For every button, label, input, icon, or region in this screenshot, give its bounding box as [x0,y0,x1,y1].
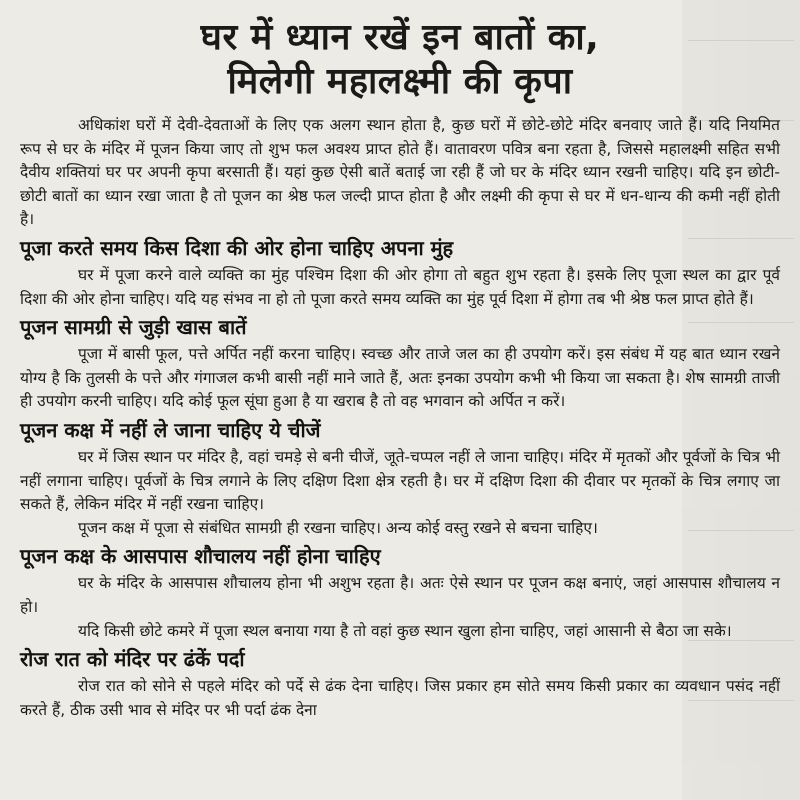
section-heading-curtain: रोज रात को मंदिर पर ढंकें पर्दा [20,647,245,672]
section-paragraph: पूजन कक्ष में पूजा से संबंधित सामग्री ही रखना चाहिए। अन्य कोई वस्तु रखने से बचना चाहिए। [78,518,598,537]
section-heading-prohibited-items: पूजन कक्ष में नहीं ले जाना चाहिए ये चीजें [20,417,321,442]
section-heading-direction: पूजा करते समय किस दिशा की ओर होना चाहिए अपना मुंह [20,235,454,260]
section-heading-material: पूजन सामग्री से जुड़ी खास बातें [20,315,247,340]
headline [20,16,780,104]
intro-paragraph: अधिकांश घरों में देवी-देवताओं के लिए एक अलग स्थान होता है, कुछ घरों में छोटे-छोटे मंदिर बनवाए जाते हैं। यदि नियमित रूप से घर के मंदिर में पूजन किया जाए तो शुभ फल अवश्य प्राप्त होते हैं। वातावरण पवित्र बना रहता है, जिससे महालक्ष्मी सहित सभी दैवीय शक्तियां घर पर अपनी कृपा बरसाती हैं। यहां कुछ ऐसी बातें बताई जा रही हैं जो घर के मंदिर ध्यान रखनी चाहिए। यदि इन छोटी-छोटी बातों का ध्यान रखा जाता है तो पूजन का श्रेष्ठ फल जल्दी प्राप्त होता है और लक्ष्मी की कृपा से घर में धन-धान्य की कमी नहीं होती है। [20,116,780,229]
article [20,8,780,722]
section-paragraph: घर में पूजा करने वाले व्यक्ति का मुंह पश्चिम दिशा की ओर होगा तो बहुत शुभ रहता है। इसके लिए पूजा स्थल का द्वार पूर्व दिशा की ओर होना चाहिए। यदि यह संभव ना हो तो पूजा करते समय व्यक्ति का मुंह पूर्व दिशा में होगा तब भी श्रेष्ठ फल प्राप्त होते हैं। [20,265,780,308]
headline-line-1: घर में ध्यान रखें इन बातों का, [200,17,600,58]
section-paragraph: घर के मंदिर के आसपास शौचालय होना भी अशुभ रहता है। अतः ऐसे स्थान पर पूजन कक्ष बनाएं, जहां आसपास शौचालय न हो। [20,574,780,616]
section-paragraph: पूजा में बासी फूल, पत्ते अर्पित नहीं करना चाहिए। स्वच्छ और ताजे जल का ही उपयोग करें। इस संबंध में यह बात ध्यान रखने योग्य है कि तुलसी के पत्ते और गंगाजल कभी बासी नहीं माने जाते हैं, अतः इनका उपयोग कभी भी किया जा सकता है। शेष सामग्री ताजी ही उपयोग करनी चाहिए। यदि कोई फूल सूंघा हुआ है या खराब है तो वह भगवान को अर्पित न करें। [20,345,780,411]
section-paragraph: घर में जिस स्थान पर मंदिर है, वहां चमड़े से बनी चीजें, जूते-चप्पल नहीं ले जाना चाहिए। मंदिर में मृतकों और पूर्वजों के चित्र भी नहीं लगाना चाहिए। पूर्वजों के चित्र लगाने के लिए दक्षिण दिशा क्षेत्र रहती है। घर में दक्षिण दिशा की दीवार पर मृतकों के चित्र लगाए जा सकते हैं, लेकिन मंदिर में नहीं रखना चाहिए। [20,447,780,514]
section-heading-toilet: पूजन कक्ष के आसपास शौचालय नहीं होना चाहिए [20,544,381,569]
headline-line-2: मिलेगी महालक्ष्मी की कृपा [227,61,573,102]
section-paragraph: रोज रात को सोने से पहले मंदिर को पर्दे से ढंक देना चाहिए। जिस प्रकार हम सोते समय किसी प्रकार का व्यवधान पसंद नहीं करते हैं, ठीक उसी भाव से मंदिर पर भी पर्दा ढंक देना [20,677,780,719]
section-paragraph: यदि किसी छोटे कमरे में पूजा स्थल बनाया गया है तो वहां कुछ स्थान खुला होना चाहिए, जहां आसानी से बैठा जा सके। [78,621,732,640]
